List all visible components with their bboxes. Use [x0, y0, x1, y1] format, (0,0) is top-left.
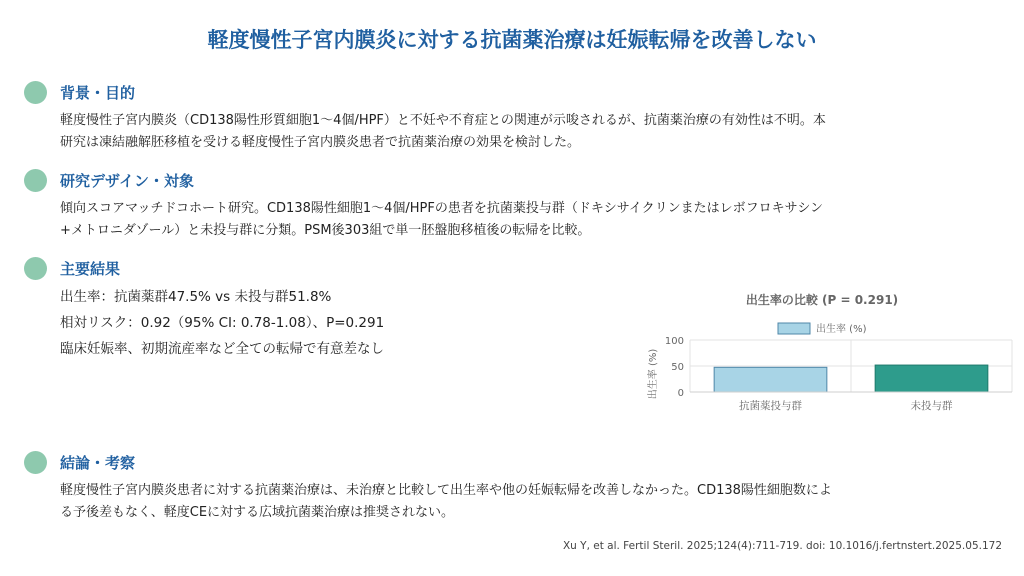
- bullet-dot-icon: [24, 81, 47, 104]
- y-tick-label: 50: [671, 362, 684, 373]
- x-tick-label: 未投与群: [910, 400, 953, 412]
- section-text-background: [60, 110, 1004, 154]
- page-title: 軽度慢性子宮内膜炎に対する抗菌薬治療は妊娠転帰を改善しない: [207, 28, 817, 52]
- bullet-dot-icon: [24, 257, 47, 280]
- text-line: 軽度慢性子宮内膜炎患者に対する抗菌薬治療は、未治療と比較して出生率や他の妊娠転帰を改善しなかった。CD138陽性細胞数によ: [60, 483, 832, 498]
- legend-swatch: [778, 323, 810, 334]
- legend-label: 出生率 (%): [816, 324, 867, 335]
- birth-rate-chart: [640, 286, 1020, 436]
- result-line: 相対リスク：0.92（95% CI: 0.78-1.08）、P=0.291: [60, 315, 385, 331]
- bullet-dot-icon: [24, 451, 47, 474]
- text-line: +メトロニダゾール）と未投与群に分類。PSM後303組で単一胚盤胞移植後の転帰を比較。: [60, 223, 591, 238]
- section-design: [24, 168, 1004, 242]
- text-line: る予後差もなく、軽度CEに対する広域抗菌薬治療は推奨されない。: [60, 505, 455, 520]
- section-text-design: [60, 198, 1004, 242]
- y-tick-label: 100: [664, 336, 684, 347]
- section-background: [24, 80, 1004, 154]
- section-heading-results: 主要結果: [60, 259, 121, 278]
- section-conclusion: [24, 450, 1004, 524]
- y-axis-label: 出生率 (%): [648, 348, 659, 400]
- section-heading-conclusion: 結論・考察: [60, 453, 136, 472]
- citation: Xu Y, et al. Fertil Steril. 2025;124(4):711-719. doi: 10.1016/j.fertnstert.2025.05.172: [562, 540, 1002, 552]
- bar: [714, 367, 827, 392]
- section-heading-background: 背景・目的: [60, 83, 136, 102]
- chart-canvas: [640, 286, 1020, 436]
- section-heading-design: 研究デザイン・対象: [60, 171, 194, 190]
- plot-area: [665, 336, 1012, 412]
- y-tick-label: 0: [677, 388, 684, 399]
- x-tick-label: 抗菌薬投与群: [739, 400, 802, 412]
- chart-title: 出生率の比較 (P = 0.291): [745, 293, 899, 307]
- result-line: 出生率：抗菌薬群47.5% vs 未投与群51.8%: [60, 289, 332, 305]
- result-line: 臨床妊娠率、初期流産率など全ての転帰で有意差なし: [60, 341, 384, 357]
- bullet-dot-icon: [24, 169, 47, 192]
- text-line: 研究は凍結融解胚移植を受ける軽度慢性子宮内膜炎患者で抗菌薬治療の効果を検討した。: [60, 135, 581, 150]
- text-line: 軽度慢性子宮内膜炎（CD138陽性形質細胞1〜4個/HPF）と不妊や不育症との関連が示唆されるが、抗菌薬治療の有効性は不明。本: [60, 113, 826, 128]
- bar: [875, 365, 988, 392]
- text-line: 傾向スコアマッチドコホート研究。CD138陽性細胞1〜4個/HPFの患者を抗菌薬投与群（ドキシサイクリンまたはレボフロキサシン: [60, 201, 823, 216]
- section-text-conclusion: [60, 480, 1004, 524]
